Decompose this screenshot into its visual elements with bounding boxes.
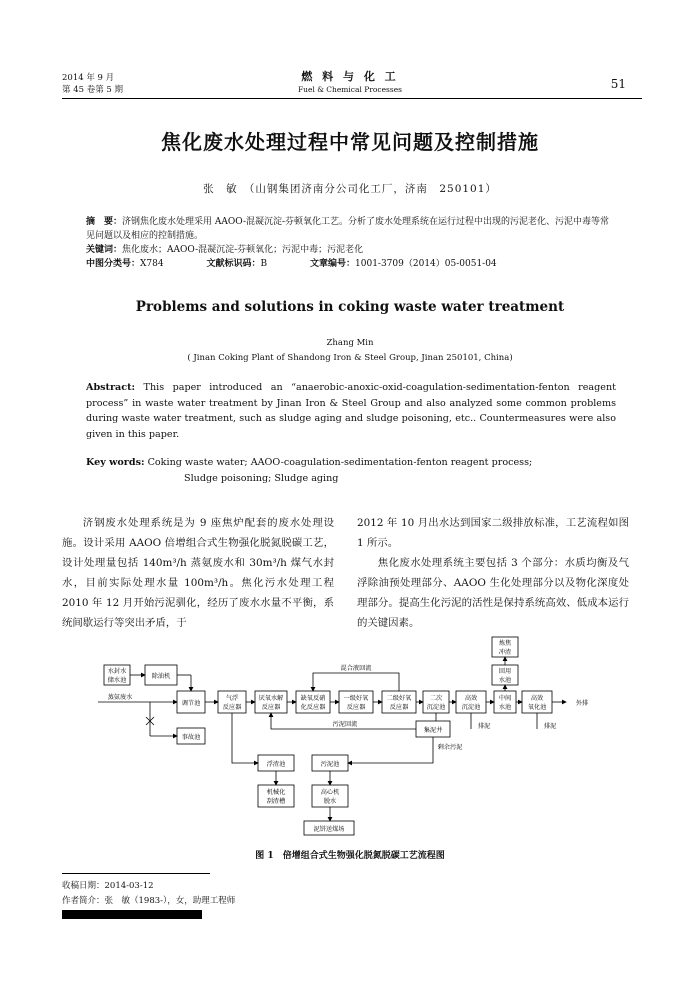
sludge-return-label: 污泥回流 bbox=[332, 721, 358, 728]
intermediate-tank-l1: 中间 bbox=[498, 695, 512, 702]
hi-eff-oxidation-l1: 高效 bbox=[530, 695, 544, 702]
english-title: Problems and solutions in coking waste water treatment bbox=[135, 299, 565, 315]
process-flow-diagram bbox=[90, 633, 610, 841]
air-flotation-l1: 气浮 bbox=[225, 695, 239, 702]
anoxic-l1: 缺氧反硝 bbox=[300, 695, 326, 702]
mixed-return-label: 混合液回流 bbox=[340, 665, 372, 672]
article-number-field bbox=[310, 259, 509, 269]
received-date: 收稿日期：2014-03-12 bbox=[62, 881, 154, 891]
anaerobic-l1: 厌氧水解 bbox=[258, 695, 284, 702]
oxic2-l1: 二级好氧 bbox=[386, 695, 412, 702]
page-number: 51 bbox=[610, 77, 626, 91]
doc-code-label: 文献标识码： bbox=[206, 259, 261, 269]
figure-caption: 图 1 倍增组合式生物强化脱氮脱碳工艺流程图 bbox=[255, 851, 445, 861]
abstract-cn-para bbox=[86, 215, 616, 243]
journal-name-cn: 燃 料 与 化 工 bbox=[301, 70, 399, 83]
english-keywords-line1 bbox=[86, 455, 616, 471]
air-flotation-l2: 反应器 bbox=[222, 704, 242, 711]
keywords-cn-label: 关键词： bbox=[86, 245, 123, 255]
mech-scum-l2: 刮渣槽 bbox=[266, 798, 286, 805]
issue-date: 2014 年 9 月 bbox=[62, 73, 115, 83]
scum-tank-label: 浮渣池 bbox=[266, 761, 286, 768]
hi-eff-clarifier-l2: 沉淀池 bbox=[461, 704, 481, 711]
footnote bbox=[62, 879, 235, 909]
journal-name bbox=[0, 68, 700, 94]
body-left-paragraph: 济钢废水处理系统是为 9 座焦炉配套的废水处理设施。设计采用 AAOO 倍增组合式生物强化脱氮脱碳工艺，设计处理量包括 140m³/h 蒸氨废水和 30m³/h 煤气水封水，目前实际处理水量 100m³/h。焦化污水处理工程 2010 年 12 月开始污泥驯化，经历了废水水量不平衡，系统间歇运行等突出矛盾，于 bbox=[62, 517, 334, 629]
english-affiliation: ( Jinan Coking Plant of Shandong Iron & Steel Group, Jinan 250101, China) bbox=[187, 353, 513, 363]
english-keywords bbox=[86, 455, 616, 486]
anaerobic-l2: 反应器 bbox=[261, 704, 281, 711]
journal-name-en: Fuel & Chemical Processes bbox=[297, 85, 403, 94]
discharge-label-1: 排泥 bbox=[477, 723, 491, 730]
doc-code-value: B bbox=[260, 259, 268, 269]
centrifuge-l2: 脱水 bbox=[323, 798, 337, 805]
keywords-cn-text: 焦化废水；AAOO-混凝沉淀-芬顿氧化；污泥中毒；污泥老化 bbox=[122, 245, 364, 255]
ammonia-wastewater-label: 蒸氨废水 bbox=[107, 694, 133, 701]
author-bio: 作者简介：张 敏（1983-），女，助理工程师 bbox=[62, 896, 236, 906]
water-seal-tank-l1: 水封水 bbox=[107, 668, 127, 675]
outfall-label: 外排 bbox=[575, 700, 589, 707]
coke-quench-l1: 炼焦 bbox=[498, 640, 512, 647]
body-right-paragraph-2: 焦化废水处理系统主要包括 3 个部分：水质均衡及气浮除油预处理部分、AAOO 生化处理部分以及物化深度处理部分。提高生化污泥的活性是保持系统高效、低成本运行的关键因素。 bbox=[357, 557, 629, 629]
excess-sludge-label: 剩余污泥 bbox=[437, 744, 463, 751]
clc-value: X784 bbox=[140, 259, 164, 269]
secondary-clarifier-l2: 沉淀池 bbox=[426, 704, 446, 711]
coke-quench-l2: 冲渣 bbox=[498, 649, 512, 656]
abstract-cn-text: 济钢焦化废水处理采用 AAOO-混凝沉淀-芬顿氧化工艺。分析了废水处理系统在运行过程中出现的污泥老化、污泥中毒等常见问题以及相应的控制措施。 bbox=[86, 217, 610, 241]
volume-number: 第 45 卷第 5 期 bbox=[62, 85, 124, 95]
english-abstract-text: This paper introduced an “anaerobic-anoxic-oxid-coagulation-sedimentation-fenton reagent process” in waste water treatment by Jinan Iron & Steel Group and also analyzed some common problems during waste water treatment, such as sludge aging and sludge poisoning, etc.. Countermeasures were also given in this paper. bbox=[86, 382, 616, 440]
english-keywords-line2: Sludge poisoning; Sludge aging bbox=[184, 472, 339, 484]
doc-code-field bbox=[206, 259, 279, 269]
article-number-label: 文章编号： bbox=[310, 259, 356, 269]
keywords-cn bbox=[86, 243, 616, 257]
water-seal-tank-l2: 储水池 bbox=[107, 677, 127, 684]
reuse-tank-l1: 回用 bbox=[498, 668, 512, 675]
intermediate-tank-l2: 水池 bbox=[498, 704, 512, 711]
cake-coal-label: 泥饼送煤场 bbox=[313, 826, 345, 833]
header-divider bbox=[62, 98, 642, 99]
english-abstract-label: Abstract: bbox=[86, 382, 136, 393]
author-line: 张 敏 （山钢集团济南分公司化工厂，济南 250101） bbox=[203, 183, 497, 195]
oxic1-l2: 反应器 bbox=[346, 704, 366, 711]
mech-scum-l1: 机械化 bbox=[266, 789, 286, 796]
redaction-bar bbox=[62, 910, 202, 919]
page-title: 焦化废水处理过程中常见问题及控制措施 bbox=[161, 130, 539, 154]
english-keywords-label: Key words: bbox=[86, 457, 145, 468]
english-abstract bbox=[86, 380, 616, 442]
equalization-tank-label: 调节池 bbox=[181, 700, 201, 707]
body-right-paragraph-1: 2012 年 10 月出水达到国家二级排放标准，工艺流程如图 1 所示。 bbox=[357, 517, 629, 549]
sludge-well-label: 集泥井 bbox=[423, 727, 443, 734]
emergency-tank-label: 事故池 bbox=[181, 734, 201, 741]
oxic2-l2: 反应器 bbox=[389, 704, 409, 711]
article-number-value: 1001-3709（2014）05-0051-04 bbox=[355, 259, 497, 269]
hi-eff-oxidation-l2: 氧化池 bbox=[527, 704, 547, 711]
clc-field bbox=[86, 259, 176, 269]
abstract-cn-label: 摘 要： bbox=[86, 217, 123, 227]
centrifuge-l1: 高心机 bbox=[320, 789, 340, 796]
body-column-left bbox=[62, 513, 334, 633]
anoxic-l2: 化反应器 bbox=[300, 704, 326, 711]
secondary-clarifier-l1: 二次 bbox=[429, 695, 443, 702]
footnote-divider bbox=[62, 873, 210, 874]
hi-eff-clarifier-l1: 高效 bbox=[464, 695, 478, 702]
english-keywords-text1: Coking waste water; AAOO-coagulation-sedimentation-fenton reagent process; bbox=[144, 457, 533, 468]
english-author: Zhang Min bbox=[326, 338, 374, 348]
abstract-cn bbox=[86, 215, 616, 271]
reuse-tank-l2: 水池 bbox=[498, 677, 512, 684]
sludge-tank-label: 污泥池 bbox=[320, 761, 340, 768]
body-column-right bbox=[357, 513, 629, 633]
discharge-label-2: 排泥 bbox=[543, 723, 557, 730]
oil-removal-label: 除油机 bbox=[151, 673, 171, 680]
classification-row bbox=[86, 257, 616, 271]
oxic1-l1: 一级好氧 bbox=[343, 695, 369, 702]
clc-label: 中图分类号： bbox=[86, 259, 141, 269]
